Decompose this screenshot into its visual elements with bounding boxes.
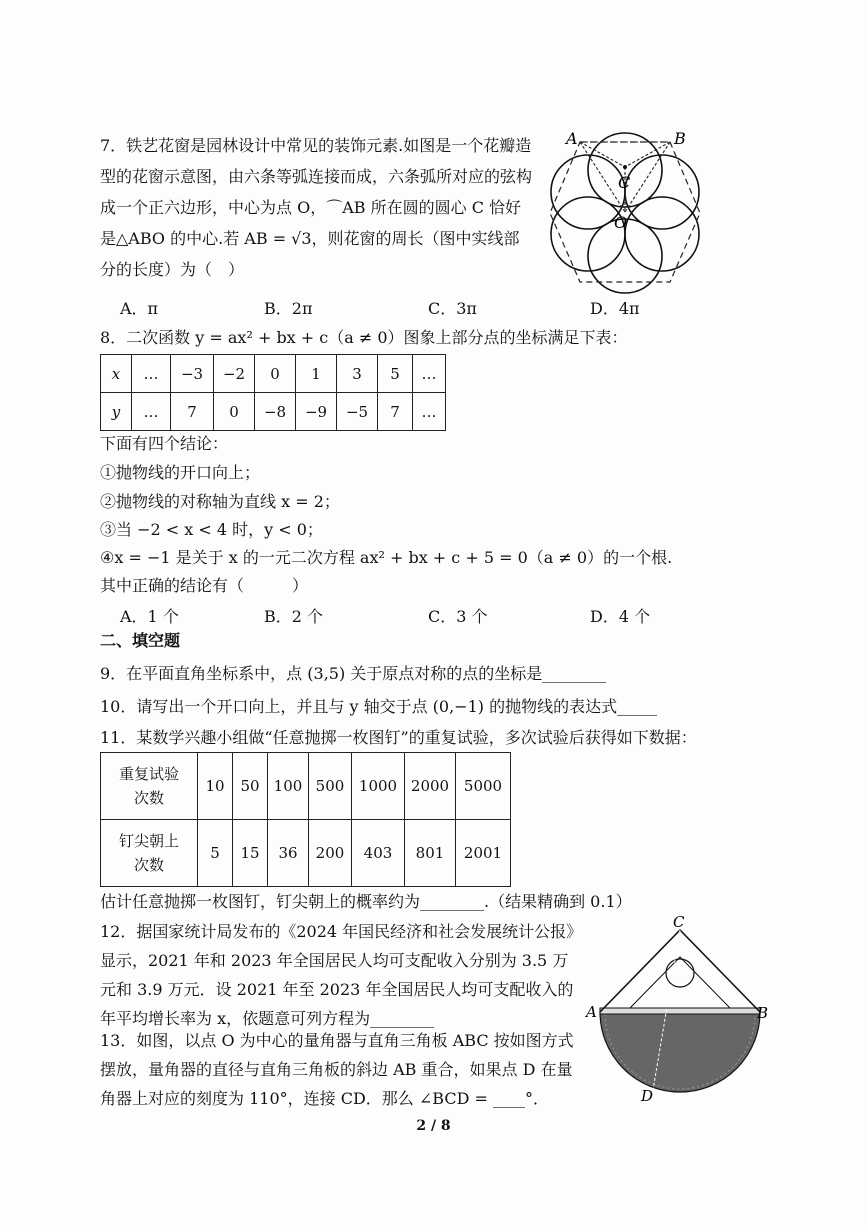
label-a: A bbox=[566, 129, 578, 148]
question-8-stem: 8．二次函数 y = ax² + bx + c（a ≠ 0）图象上部分点的坐标满足下表： bbox=[100, 328, 628, 347]
question-10: 10．请写出一个开口向上，并且与 y 轴交于点 (0,−1) 的抛物线的表达式_____ bbox=[100, 697, 658, 716]
table-cell: 5 bbox=[378, 355, 413, 393]
row1-head-line2: 次数 bbox=[133, 789, 164, 807]
table-cell: 403 bbox=[352, 820, 405, 887]
table-cell: −3 bbox=[171, 355, 214, 393]
question-11-stem: 11．某数学兴趣小组做“任意抛掷一枚图钉”的重复试验，多次试验后获得如下数据： bbox=[100, 728, 697, 747]
label-c: C bbox=[618, 173, 631, 192]
table-cell: 200 bbox=[309, 820, 352, 887]
table-cell: 1 bbox=[296, 355, 337, 393]
question-7-text: 7．铁艺花窗是园林设计中常见的装饰元素.如图是一个花瓣造型的花窗示意图，由六条等弧连接而成，六条弧所对应的弦构成一个正六边形，中心为点 O，⌒AB 所在圆的圆心 C 恰好是△ABO 的中心.若 AB = √3，则花窗的周长（图中实线部分的长度）为（ ） bbox=[100, 136, 533, 279]
flower-window-figure bbox=[540, 122, 710, 302]
table-cell: 3 bbox=[337, 355, 378, 393]
table-cell: −5 bbox=[337, 393, 378, 431]
table-cell: 36 bbox=[268, 820, 309, 887]
row1-head-line1: 重复试验 bbox=[118, 765, 179, 783]
table-cell: 2000 bbox=[405, 753, 456, 820]
table-cell: 0 bbox=[255, 355, 296, 393]
row2-head-line2: 次数 bbox=[133, 856, 164, 874]
q8-intro: 下面有四个结论： bbox=[100, 434, 229, 453]
table-row bbox=[101, 355, 446, 393]
table-cell: −9 bbox=[296, 393, 337, 431]
table-row bbox=[101, 753, 511, 820]
table-cell: y bbox=[101, 393, 132, 431]
table-cell: 5000 bbox=[456, 753, 511, 820]
fig13-label-d: D bbox=[641, 1087, 654, 1105]
table-cell: x bbox=[101, 355, 132, 393]
q11-after: 估计任意抛掷一枚图钉，钉尖朝上的概率约为________.（结果精确到 0.1） bbox=[100, 892, 632, 911]
fig13-label-b: B bbox=[757, 1004, 769, 1022]
table-row bbox=[101, 393, 446, 431]
table-row bbox=[101, 820, 511, 887]
q8-question: 其中正确的结论有（ ） bbox=[100, 576, 309, 595]
q8-option-a: A．1 个 bbox=[120, 607, 179, 626]
page-number: 2 / 8 bbox=[416, 1118, 451, 1134]
table-cell: 7 bbox=[378, 393, 413, 431]
table-cell: −8 bbox=[255, 393, 296, 431]
q7-option-b: B．2π bbox=[264, 299, 313, 318]
q7-option-d: D．4π bbox=[590, 299, 640, 318]
q8-conclusion-3: ③当 −2 < x < 4 时，y < 0； bbox=[100, 520, 323, 539]
q7-option-c: C．3π bbox=[428, 299, 477, 318]
table-cell: 0 bbox=[214, 393, 255, 431]
row2-head-line1: 钉尖朝上 bbox=[118, 832, 179, 850]
table-cell: 5 bbox=[198, 820, 233, 887]
table-cell: 7 bbox=[171, 393, 214, 431]
q8-table bbox=[100, 354, 446, 431]
protractor-triangle-figure bbox=[585, 915, 770, 1105]
table-cell: … bbox=[413, 355, 446, 393]
table-cell: 15 bbox=[233, 820, 268, 887]
q11-table bbox=[100, 752, 511, 887]
q8-option-d: D．4 个 bbox=[590, 607, 651, 626]
section-heading: 二、填空题 bbox=[100, 631, 181, 650]
table-cell: 500 bbox=[309, 753, 352, 820]
table-cell: −2 bbox=[214, 355, 255, 393]
table-cell: 10 bbox=[198, 753, 233, 820]
table-cell: … bbox=[132, 393, 171, 431]
fig13-label-a: A bbox=[586, 1003, 597, 1021]
table-cell: 1000 bbox=[352, 753, 405, 820]
label-o: O bbox=[614, 213, 628, 232]
table-cell: 50 bbox=[233, 753, 268, 820]
table-cell: … bbox=[413, 393, 446, 431]
question-9: 9．在平面直角坐标系中，点 (3,5) 关于原点对称的点的坐标是________ bbox=[100, 664, 607, 683]
q8-conclusion-4: ④x = −1 是关于 x 的一元二次方程 ax² + bx + c + 5 = 0（a ≠ 0）的一个根. bbox=[100, 548, 673, 567]
q7-option-a: A．π bbox=[120, 299, 159, 318]
q8-option-c: C．3 个 bbox=[428, 607, 488, 626]
question-13: 13．如图，以点 O 为中心的量角器与直角三角板 ABC 按如图方式摆放，量角器的直径与直角三角板的斜边 AB 重合，如果点 D 在量角器上对应的刻度为 110°，连接 CD．那么 ∠BCD = ____°． bbox=[100, 1031, 574, 1108]
table-cell: 100 bbox=[268, 753, 309, 820]
q8-conclusion-2: ②抛物线的对称轴为直线 x = 2； bbox=[100, 492, 340, 511]
fig13-label-c: C bbox=[673, 915, 685, 931]
q8-conclusion-1: ①抛物线的开口向上； bbox=[100, 463, 261, 482]
q8-option-b: B．2 个 bbox=[264, 607, 324, 626]
table-cell: … bbox=[132, 355, 171, 393]
question-12: 12．据国家统计局发布的《2024 年国民经济和社会发展统计公报》显示，2021 年和 2023 年全国居民人均可支配收入分别为 3.5 万元和 3.9 万元．设 2021 年至 2023 年全国居民人均可支配收入的年平均增长率为 x，依题意可列方程为________ bbox=[100, 922, 575, 1028]
label-b: B bbox=[674, 129, 686, 148]
table-row-header bbox=[101, 753, 198, 820]
table-cell: 801 bbox=[405, 820, 456, 887]
table-cell: 2001 bbox=[456, 820, 511, 887]
table-row-header bbox=[101, 820, 198, 887]
